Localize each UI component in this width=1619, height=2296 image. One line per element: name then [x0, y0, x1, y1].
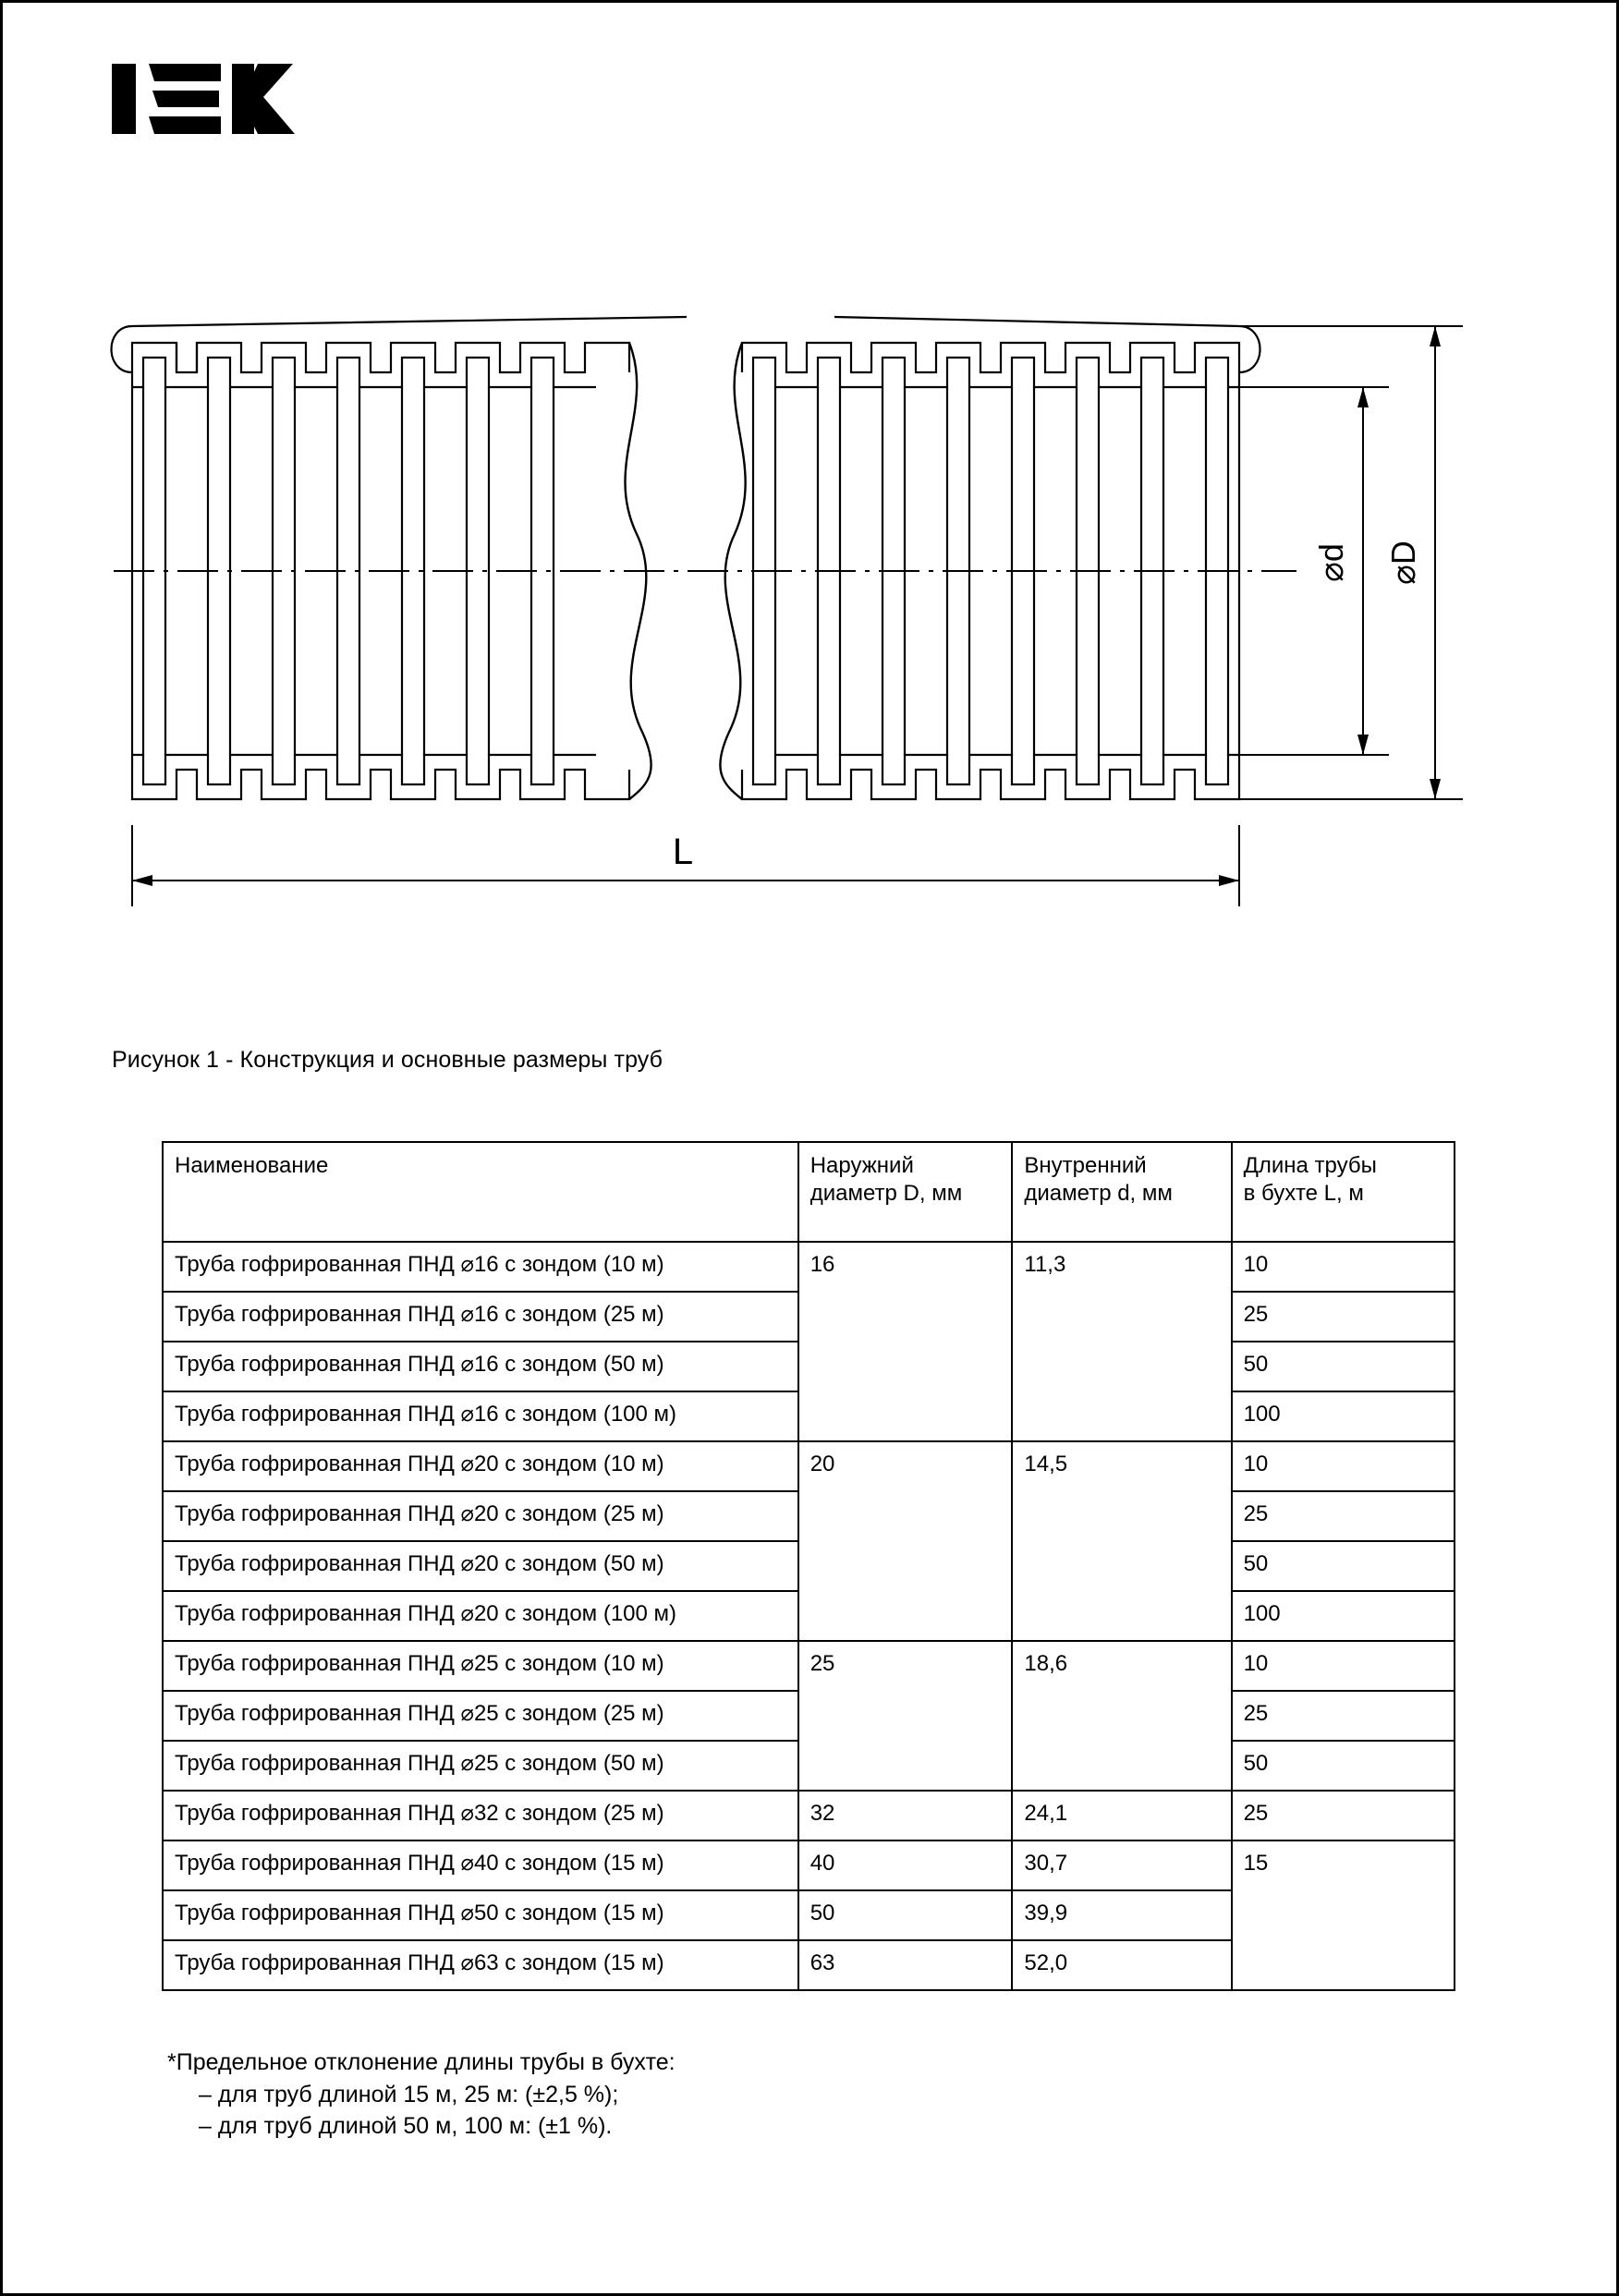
cell-length: 50	[1232, 1541, 1455, 1591]
cell-name: Труба гофрированная ПНД ⌀20 с зондом (100 м)	[163, 1591, 798, 1641]
header-length-line2: в бухте L, м	[1243, 1181, 1364, 1206]
cell-length: 25	[1232, 1791, 1455, 1840]
cell-name: Труба гофрированная ПНД ⌀50 с зондом (15 м)	[163, 1890, 798, 1940]
cell-length: 10	[1232, 1242, 1455, 1292]
cell-name: Труба гофрированная ПНД ⌀16 с зондом (25 м)	[163, 1292, 798, 1342]
cell-name: Труба гофрированная ПНД ⌀20 с зондом (10 м)	[163, 1441, 798, 1491]
table-row	[163, 1641, 1455, 1691]
cell-name: Труба гофрированная ПНД ⌀25 с зондом (25 м)	[163, 1691, 798, 1741]
footnote-line-1: *Предельное отклонение длины трубы в бухте:	[167, 2049, 676, 2075]
length-label: L	[672, 832, 694, 872]
cell-outer-diameter: 16	[798, 1242, 1013, 1441]
table-header-row	[163, 1142, 1455, 1242]
cell-name: Труба гофрированная ПНД ⌀25 с зондом (50 м)	[163, 1741, 798, 1791]
inner-diameter-label: ⌀d	[1312, 543, 1350, 582]
footnote-line-2: – для труб длиной 15 м, 25 м: (±2,5 %);	[199, 2081, 619, 2108]
header-inner-diameter	[1012, 1142, 1231, 1242]
cell-name: Труба гофрированная ПНД ⌀25 с зондом (10 м)	[163, 1641, 798, 1691]
iek-logo	[112, 56, 306, 141]
cell-name: Труба гофрированная ПНД ⌀16 с зондом (10 м)	[163, 1242, 798, 1292]
cell-length: 50	[1232, 1342, 1455, 1391]
table-row	[163, 1840, 1455, 1890]
cell-length: 10	[1232, 1441, 1455, 1491]
table-row	[163, 1242, 1455, 1292]
cell-name: Труба гофрированная ПНД ⌀20 с зондом (25 м)	[163, 1491, 798, 1541]
cell-outer-diameter: 32	[798, 1791, 1013, 1840]
cell-length: 10	[1232, 1641, 1455, 1691]
cell-name: Труба гофрированная ПНД ⌀20 с зондом (50 м)	[163, 1541, 798, 1591]
specification-table-wrapper	[162, 1141, 1455, 1991]
figure-caption: Рисунок 1 - Конструкция и основные размеры труб	[112, 1047, 663, 1073]
cell-length: 100	[1232, 1391, 1455, 1441]
cell-inner-diameter: 39,9	[1012, 1890, 1231, 1940]
header-length	[1232, 1142, 1455, 1242]
cell-length: 25	[1232, 1292, 1455, 1342]
table-footnote	[167, 2047, 676, 2143]
header-outer-diameter-line2: диаметр D, мм	[810, 1181, 963, 1206]
pipe-construction-drawing	[95, 308, 1537, 982]
outer-diameter-label: ⌀D	[1384, 541, 1422, 585]
table-row	[163, 1791, 1455, 1840]
cell-inner-diameter: 18,6	[1012, 1641, 1231, 1791]
cell-length: 50	[1232, 1741, 1455, 1791]
header-outer-diameter	[798, 1142, 1013, 1242]
cell-outer-diameter: 63	[798, 1940, 1013, 1990]
header-inner-diameter-line1: Внутренний	[1024, 1153, 1147, 1178]
cell-outer-diameter: 20	[798, 1441, 1013, 1641]
cell-inner-diameter: 52,0	[1012, 1940, 1231, 1990]
cell-length: 25	[1232, 1691, 1455, 1741]
cell-name: Труба гофрированная ПНД ⌀40 с зондом (15 м)	[163, 1840, 798, 1890]
footnote-line-3: – для труб длиной 50 м, 100 м: (±1 %).	[199, 2113, 613, 2139]
cell-outer-diameter: 40	[798, 1840, 1013, 1890]
table-row	[163, 1441, 1455, 1491]
header-length-line1: Длина трубы	[1243, 1153, 1377, 1178]
cell-name: Труба гофрированная ПНД ⌀16 с зондом (50 м)	[163, 1342, 798, 1391]
header-name-line1: Наименование	[175, 1153, 329, 1178]
cell-inner-diameter: 11,3	[1012, 1242, 1231, 1441]
cell-outer-diameter: 50	[798, 1890, 1013, 1940]
cell-inner-diameter: 30,7	[1012, 1840, 1231, 1890]
cell-name: Труба гофрированная ПНД ⌀63 с зондом (15 м)	[163, 1940, 798, 1990]
cell-outer-diameter: 25	[798, 1641, 1013, 1791]
cell-length: 15	[1232, 1840, 1455, 1990]
header-inner-diameter-line2: диаметр d, мм	[1024, 1181, 1173, 1206]
specification-table	[162, 1141, 1455, 1991]
cell-name: Труба гофрированная ПНД ⌀16 с зондом (100 м)	[163, 1391, 798, 1441]
cell-name: Труба гофрированная ПНД ⌀32 с зондом (25 м)	[163, 1791, 798, 1840]
cell-length: 25	[1232, 1491, 1455, 1541]
header-name	[163, 1142, 798, 1242]
cell-inner-diameter: 24,1	[1012, 1791, 1231, 1840]
header-outer-diameter-line1: Наружний	[810, 1153, 914, 1178]
cell-inner-diameter: 14,5	[1012, 1441, 1231, 1641]
cell-length: 100	[1232, 1591, 1455, 1641]
